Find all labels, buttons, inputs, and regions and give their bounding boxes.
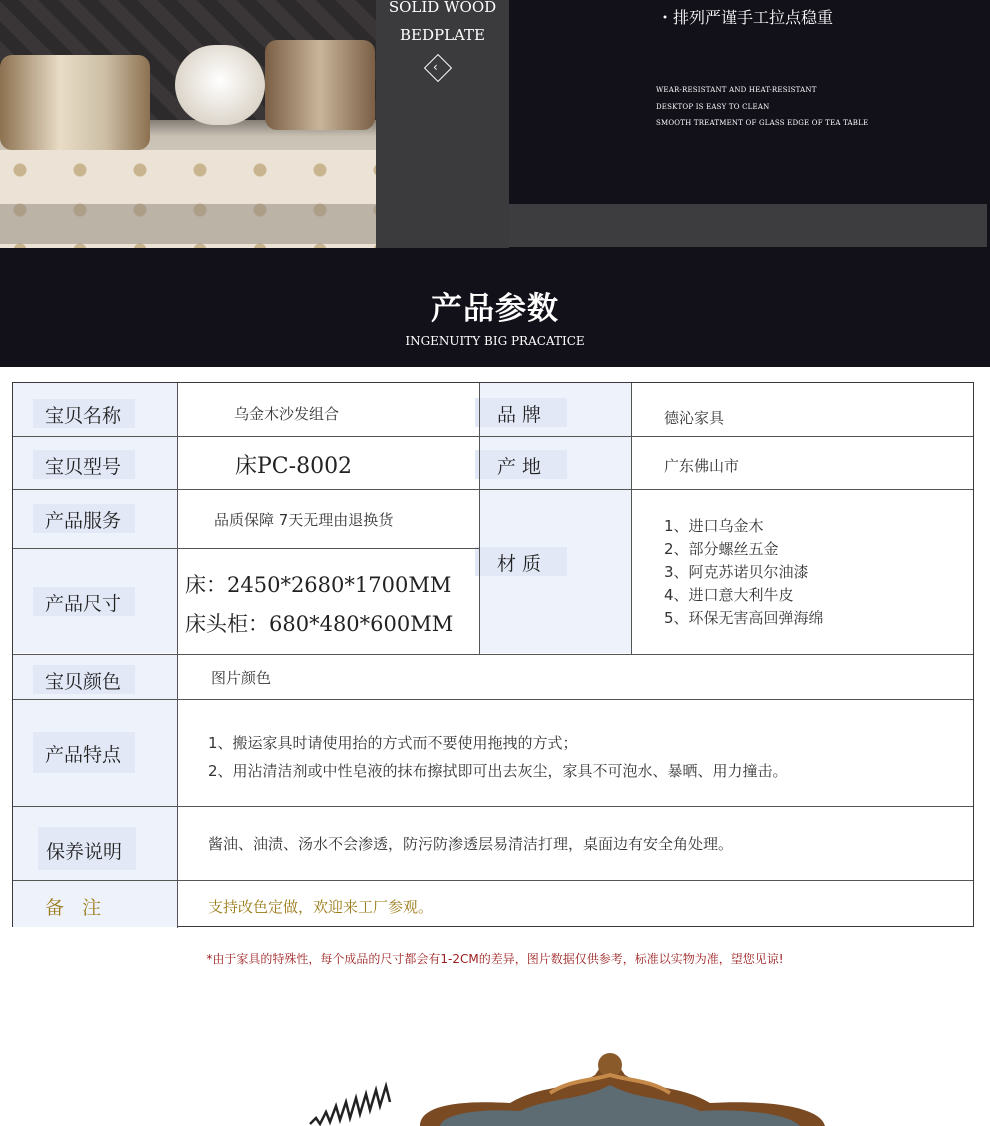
section-title: 产品参数 xyxy=(431,291,559,327)
english-features xyxy=(656,82,868,132)
bedding-photo xyxy=(0,0,376,248)
panel-line2: BEDPLATE xyxy=(399,26,486,44)
label-cell-care xyxy=(13,807,177,880)
care-label: 保养说明 xyxy=(38,827,136,870)
material-label: 材 质 xyxy=(475,547,567,576)
brand-label: 品 牌 xyxy=(475,398,567,427)
label-cell-origin xyxy=(479,437,631,489)
service-label: 产品服务 xyxy=(33,504,135,533)
size-label: 产品尺寸 xyxy=(33,587,135,616)
english-feature-line: WEAR-RESISTANT AND HEAT-RESISTANT xyxy=(656,86,817,94)
brand-value: 德沁家具 xyxy=(664,409,725,427)
size-line2: 床头柜：680*480*600MM xyxy=(185,612,454,636)
material-list xyxy=(664,515,824,630)
material-item: 4、进口意大利牛皮 xyxy=(664,586,794,604)
model-label: 宝贝型号 xyxy=(33,450,135,479)
color-label: 宝贝颜色 xyxy=(33,665,135,694)
label-cell-feature xyxy=(13,700,177,806)
material-item: 3、阿克苏诺贝尔油漆 xyxy=(664,563,809,581)
bedplate-panel xyxy=(376,0,509,248)
feature-label: 产品特点 xyxy=(33,732,135,773)
material-item: 1、进口乌金木 xyxy=(664,517,764,535)
label-cell-size xyxy=(13,549,177,653)
section-subtitle: INGENUITY BIG PRACATICE xyxy=(405,334,585,348)
banner-strip xyxy=(509,204,987,247)
chevron-left-icon: ‹ xyxy=(433,60,438,74)
material-item: 2、部分螺丝五金 xyxy=(664,540,779,558)
sofa-image xyxy=(400,1045,830,1126)
origin-label: 产 地 xyxy=(475,450,567,479)
label-cell-service xyxy=(13,490,177,548)
english-feature-line: DESKTOP IS EASY TO CLEAN xyxy=(656,102,770,111)
label-cell-name xyxy=(13,383,177,436)
label-cell-remark xyxy=(13,881,177,927)
material-item: 5、环保无害高回弹海绵 xyxy=(664,609,824,627)
name-value: 乌金木沙发组合 xyxy=(234,405,340,423)
remark-value: 支持改色定做，欢迎来工厂参观。 xyxy=(208,898,434,916)
label-cell-material xyxy=(479,490,631,653)
label-cell-color xyxy=(13,655,177,699)
label-cell-model xyxy=(13,437,177,489)
care-value: 酱油、油渍、汤水不会渗透，防污防渗透层易清洁打理，桌面边有安全角处理。 xyxy=(208,835,734,853)
model-value: 床PC-8002 xyxy=(235,454,353,479)
feature-bullet: ・排列严谨手工拉点稳重 xyxy=(657,8,834,27)
decorative-squiggle-icon xyxy=(300,1078,400,1126)
size-line1: 床：2450*2680*1700MM xyxy=(185,573,452,597)
service-value: 品质保障 7天无理由退换货 xyxy=(214,511,394,529)
color-value: 图片颜色 xyxy=(211,669,272,687)
label-cell-brand xyxy=(479,383,631,436)
panel-line1: SOLID WOOD xyxy=(388,0,497,16)
feature-line1: 1、搬运家具时请使用抬的方式而不要使用拖拽的方式； xyxy=(208,734,578,752)
remark-label: 备 注 xyxy=(45,897,102,919)
english-feature-line: SMOOTH TREATMENT OF GLASS EDGE OF TEA TABLE xyxy=(656,119,869,127)
feature-line2: 2、用沾清洁剂或中性皂液的抹布擦拭即可出去灰尘，家具不可泡水、暴晒、用力撞击。 xyxy=(208,762,788,780)
parameter-table xyxy=(12,382,974,927)
origin-value: 广东佛山市 xyxy=(664,457,740,475)
name-label: 宝贝名称 xyxy=(33,399,135,428)
size-disclaimer: *由于家具的特殊性，每个成品的尺寸都会有1-2CM的差异，图片数据仅供参考，标准以实物为准，望您见谅! xyxy=(206,952,784,966)
